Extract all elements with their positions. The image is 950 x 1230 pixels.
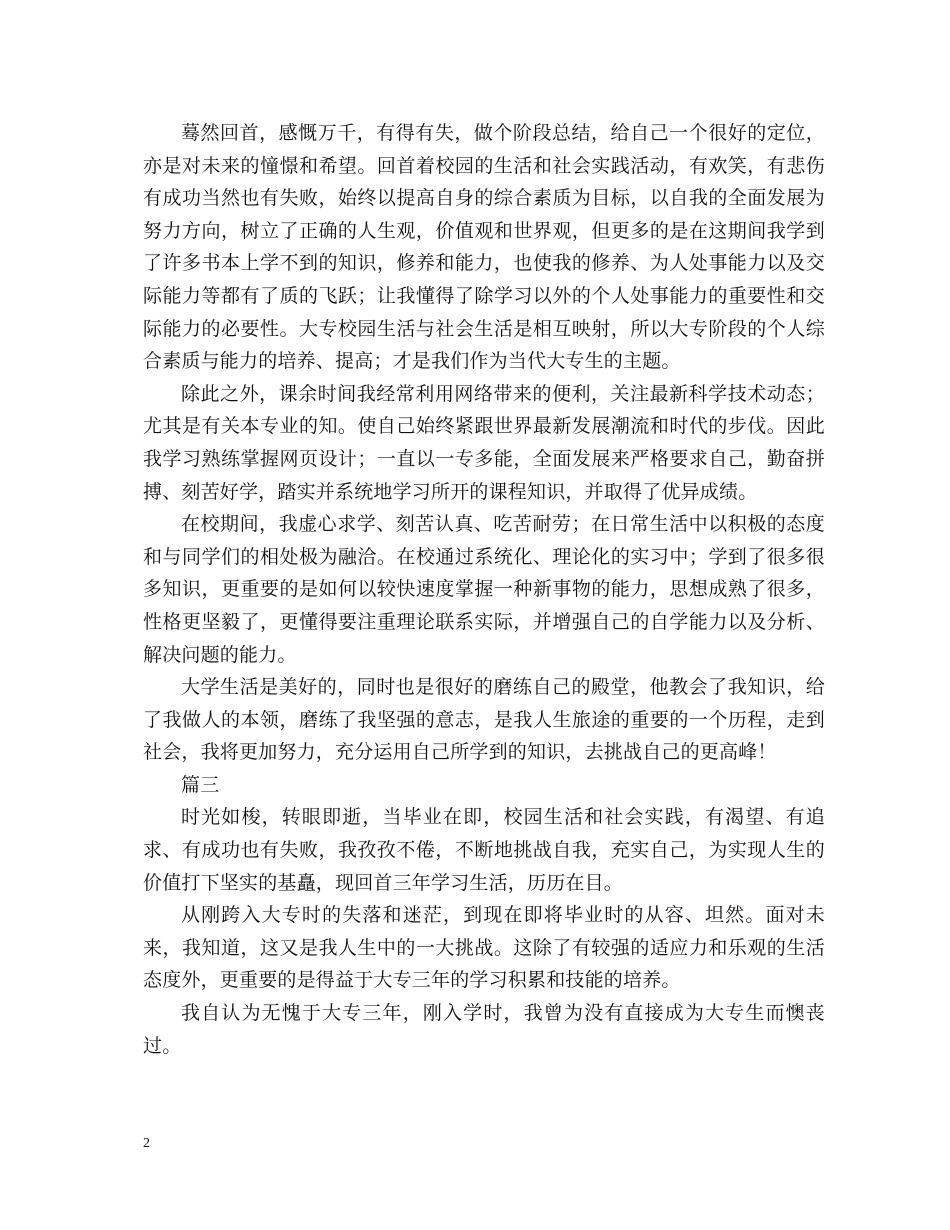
paragraph-self-assessment: 我自认为无愧于大专三年，刚入学时，我曾为没有直接成为大专生而懊丧过。 xyxy=(143,1002,825,1057)
paragraph-university-life: 大学生活是美好的，同时也是很好的磨练自己的殿堂，他教会了我知识，给了我做人的本领，磨练了我坚强的意志，是我人生旅途的重要的一个历程，走到社会，我将更加努力，充分运用自己所学到的知识，去挑战自己的更高峰！ xyxy=(143,676,825,764)
document-body xyxy=(143,117,825,1062)
paragraph-campus-period: 在校期间，我虚心求学、刻苦认真、吃苦耐劳；在日常生活中以积极的态度和与同学们的相处极为融洽。在校通过系统化、理论化的实习中；学到了很多很多知识，更重要的是如何以较快速度掌握一种新事物的能力，思想成熟了很多，性格更坚毅了，更懂得要注重理论联系实际，并增强自己的自学能力以及分析、解决问题的能力。 xyxy=(143,513,825,666)
paragraph-reflection: 蓦然回首，感慨万千，有得有失，做个阶段总结，给自己一个很好的定位，亦是对未来的憧憬和希望。回首着校园的生活和社会实践活动，有欢笑，有悲伤有成功当然也有失败，始终以提高自身的综合素质为目标，以自我的全面发展为努力方向，树立了正确的人生观，价值观和世界观，但更多的是在这期间我学到了许多书本上学不到的知识，修养和能力，也使我的修养、为人处事能力以及交际能力等都有了质的飞跃；让我懂得了除学习以外的个人处事能力的重要性和交际能力的必要性。大专校园生活与社会生活是相互映射，所以大专阶段的个人综合素质与能力的培养、提高；才是我们作为当代大专生的主题。 xyxy=(143,122,825,373)
paragraph-future: 从刚跨入大专时的失落和迷茫，到现在即将毕业时的从容、坦然。面对未来，我知道，这又是我人生中的一大挑战。这除了有较强的适应力和乐观的生活态度外，更重要的是得益于大专三年的学习积累和技能的培养。 xyxy=(143,904,825,992)
page-number: 2 xyxy=(143,1136,150,1151)
section-heading: 篇三 xyxy=(181,773,220,796)
paragraph-time-flies: 时光如梭，转眼即逝，当毕业在即，校园生活和社会实践，有渴望、有追求、有成功也有失败，我孜孜不倦，不断地挑战自我，充实自己，为实现人生的价值打下坚实的基矗，现回首三年学习生活，历历在目。 xyxy=(143,806,825,894)
paragraph-extracurricular-study: 除此之外，课余时间我经常利用网络带来的便利，关注最新科学技术动态；尤其是有关本专业的知。使自己始终紧跟世界最新发展潮流和时代的步伐。因此我学习熟练掌握网页设计；一直以一专多能，全面发展来严格要求自己，勤奋拼搏、刻苦好学，踏实并系统地学习所开的课程知识，并取得了优异成绩。 xyxy=(143,382,825,503)
